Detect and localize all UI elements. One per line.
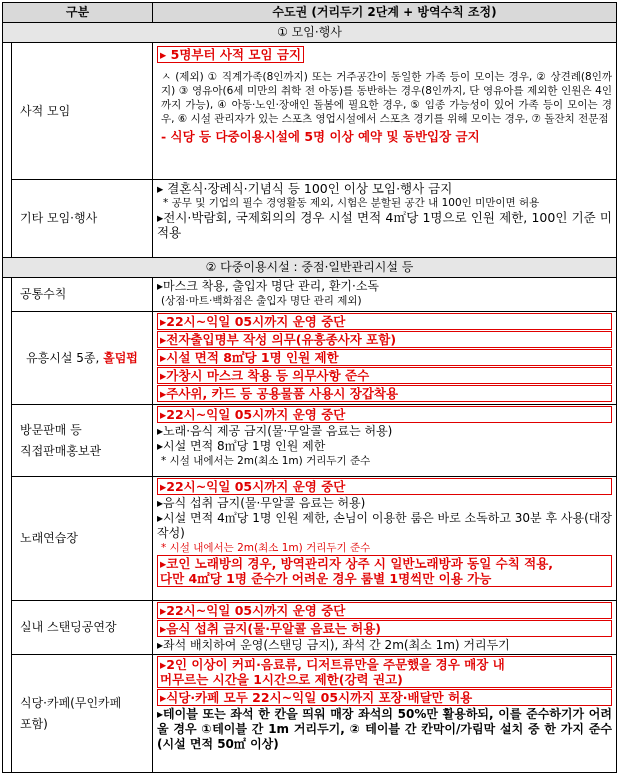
standing-label: 실내 스탠딩공연장 xyxy=(12,601,153,655)
entertainment-rule-2: ▸전자출입명부 작성 의무(유흥종사자 포함) xyxy=(157,331,612,348)
other-events-line3: ▸전시·박람회, 국제회의의 경우 시설 면적 4㎡당 1명으로 인원 제한, 100인 기준 미적용 xyxy=(157,210,612,240)
visit-sales-row xyxy=(3,405,617,477)
common-rules-row xyxy=(3,278,617,312)
karaoke-line-2: ▸음식 섭취 금지(물·무알콜 음료는 허용) xyxy=(157,496,366,510)
section1-row xyxy=(3,23,617,43)
private-gathering-row xyxy=(3,43,617,180)
standing-row xyxy=(3,601,617,655)
karaoke-rule-5b: 다만 4㎡당 1명 준수가 어려운 경우 룸별 1명씩만 이용 가능 xyxy=(157,571,612,587)
header-row xyxy=(3,3,617,23)
karaoke-label: 노래연습장 xyxy=(12,477,153,601)
standing-content xyxy=(153,601,617,655)
entertainment-rule-3: ▸시설 면적 8㎡당 1명 인원 제한 xyxy=(157,349,612,366)
entertainment-rule-4: ▸가창시 마스크 착용 등 의무사항 준수 xyxy=(157,367,612,384)
restaurant-label-2: 포함) xyxy=(20,716,48,731)
common-rules-line2: (상점·마트·백화점은 출입자 명단 관리 제외) xyxy=(161,295,362,307)
entertainment-row xyxy=(3,312,617,405)
standing-line-3: ▸좌석 배치하여 운영(스탠딩 금지), 좌석 간 2m(최소 1m) 거리두기 xyxy=(157,638,510,652)
private-gathering-exceptions: ㅅ (제외) ① 직계가족(8인까지) 또는 거주공간이 동일한 가족 등이 모이는 경우, ② 상견례(8인까지) ③ 영유아(6세 미만의 취학 전 아동)를 동반하는 경우(8인까지, 단 영유아를 제외한 인원은 4인까지 가능), ④ 아동·노인·장애인 돌봄에 필요한 경우, ⑤ 임종 가능성이 있어 가족 등이 모이는 경우, ⑥ 시설 관리자가 있는 스포츠 영업시설에서 스포츠 경기를 위해 모이는 경우, ⑦ 돌잔치 전문점 xyxy=(161,71,612,125)
header-category: 구분 xyxy=(3,3,153,23)
visit-sales-label-1: 방문판매 등 xyxy=(20,422,82,437)
rules-table xyxy=(2,2,617,773)
karaoke-line-3: ▸시설 면적 4㎡당 1명 인원 제한, 손님이 이용한 룸은 바로 소독하고 30분 후 사용(대장작성) xyxy=(157,511,612,540)
visit-sales-line-2: ▸노래·음식 제공 금지(물·무알콜 음료는 허용) xyxy=(157,424,393,438)
other-events-line2: * 공무 및 기업의 필수 경영활동 제외, 시험은 분할된 공간 내 100인 미만이면 허용 xyxy=(163,197,540,209)
standing-rule-1: ▸22시~익일 05시까지 운영 중단 xyxy=(157,602,612,619)
karaoke-rule-1: ▸22시~익일 05시까지 운영 중단 xyxy=(157,478,612,495)
entertainment-rule-1: ▸22시~익일 05시까지 운영 중단 xyxy=(157,313,612,330)
header-title: 수도권 (거리두기 2단계 + 방역수칙 조정) xyxy=(153,3,617,23)
section2-row xyxy=(3,258,617,278)
section2-title: ② 다중이용시설 : 중점·일반관리시설 등 xyxy=(3,258,617,278)
restaurant-rule-2: ▸식당·카페 모두 22시~익일 05시까지 포장·배달만 허용 xyxy=(157,689,612,706)
karaoke-row xyxy=(3,477,617,601)
entertainment-content xyxy=(153,312,617,405)
visit-sales-line-3: ▸시설 면적 8㎡당 1명 인원 제한 xyxy=(157,439,326,453)
karaoke-line-4: * 시설 내에서는 2m(최소 1m) 거리두기 준수 xyxy=(161,542,371,554)
common-rules-label: 공통수칙 xyxy=(12,278,153,312)
private-gathering-label: 사적 모임 xyxy=(12,43,153,180)
entertainment-label xyxy=(12,312,153,405)
restaurant-row xyxy=(3,655,617,773)
entertainment-rule-5: ▸주사위, 카드 등 공용물품 사용시 장갑착용 xyxy=(157,385,612,402)
restaurant-line-3: ▸테이블 또는 좌석 한 칸을 띄워 매장 좌석의 50%만 활용하되, 이를 준수하기가 어려울 경우 ①테이블 간 1m 거리두기, ② 테이블 간 칸막이/가림막 설치 중 한 가지 준수(시설 면적 50㎡ 이상) xyxy=(157,707,612,751)
other-events-line1: ▸ 결혼식·장례식·기념식 등 100인 이상 모임·행사 금지 xyxy=(157,181,453,196)
common-rules-line1: ▸마스크 착용, 출입자 명단 관리, 환기·소독 xyxy=(157,279,380,293)
other-events-content xyxy=(153,180,617,258)
private-gathering-rule: ▸ 5명부터 사적 모임 금지 xyxy=(157,46,304,63)
restaurant-label-1: 식당·카페(무인카페 xyxy=(20,695,122,710)
visit-sales-rule-1: ▸22시~익일 05시까지 운영 중단 xyxy=(157,406,612,423)
visit-sales-label-2: 직접판매홍보관 xyxy=(20,443,102,458)
standing-rule-2: ▸음식 섭취 금지(물·무알콜 음료는 허용) xyxy=(157,620,612,637)
restaurant-rule-1b: 머무르는 시간을 1시간으로 제한(강력 권고) xyxy=(157,672,612,688)
visit-sales-line-4: * 시설 내에서는 2m(최소 1m) 거리두기 준수 xyxy=(161,455,371,467)
other-events-row xyxy=(3,180,617,258)
section1-title: ① 모임·행사 xyxy=(3,23,617,43)
restaurant-label xyxy=(12,655,153,773)
private-gathering-extra: - 식당 등 다중이용시설에 5명 이상 예약 및 동반입장 금지 xyxy=(161,129,480,144)
visit-sales-label xyxy=(12,405,153,477)
private-gathering-content xyxy=(153,43,617,180)
restaurant-content xyxy=(153,655,617,773)
karaoke-rule-5a: ▸코인 노래방의 경우, 방역관리자 상주 시 일반노래방과 동일 수칙 적용, xyxy=(157,555,612,571)
restaurant-rule-1a: ▸2인 이상이 커피·음료류, 디저트류만을 주문했을 경우 매장 내 xyxy=(157,656,612,672)
section1-gap xyxy=(3,43,12,258)
section2-gap xyxy=(3,278,12,773)
entertainment-label-main: 유흥시설 5종, xyxy=(26,350,104,365)
visit-sales-content xyxy=(153,405,617,477)
entertainment-label-red: 홀덤펍 xyxy=(103,350,138,365)
karaoke-content xyxy=(153,477,617,601)
common-rules-content xyxy=(153,278,617,312)
other-events-label: 기타 모임·행사 xyxy=(12,180,153,258)
